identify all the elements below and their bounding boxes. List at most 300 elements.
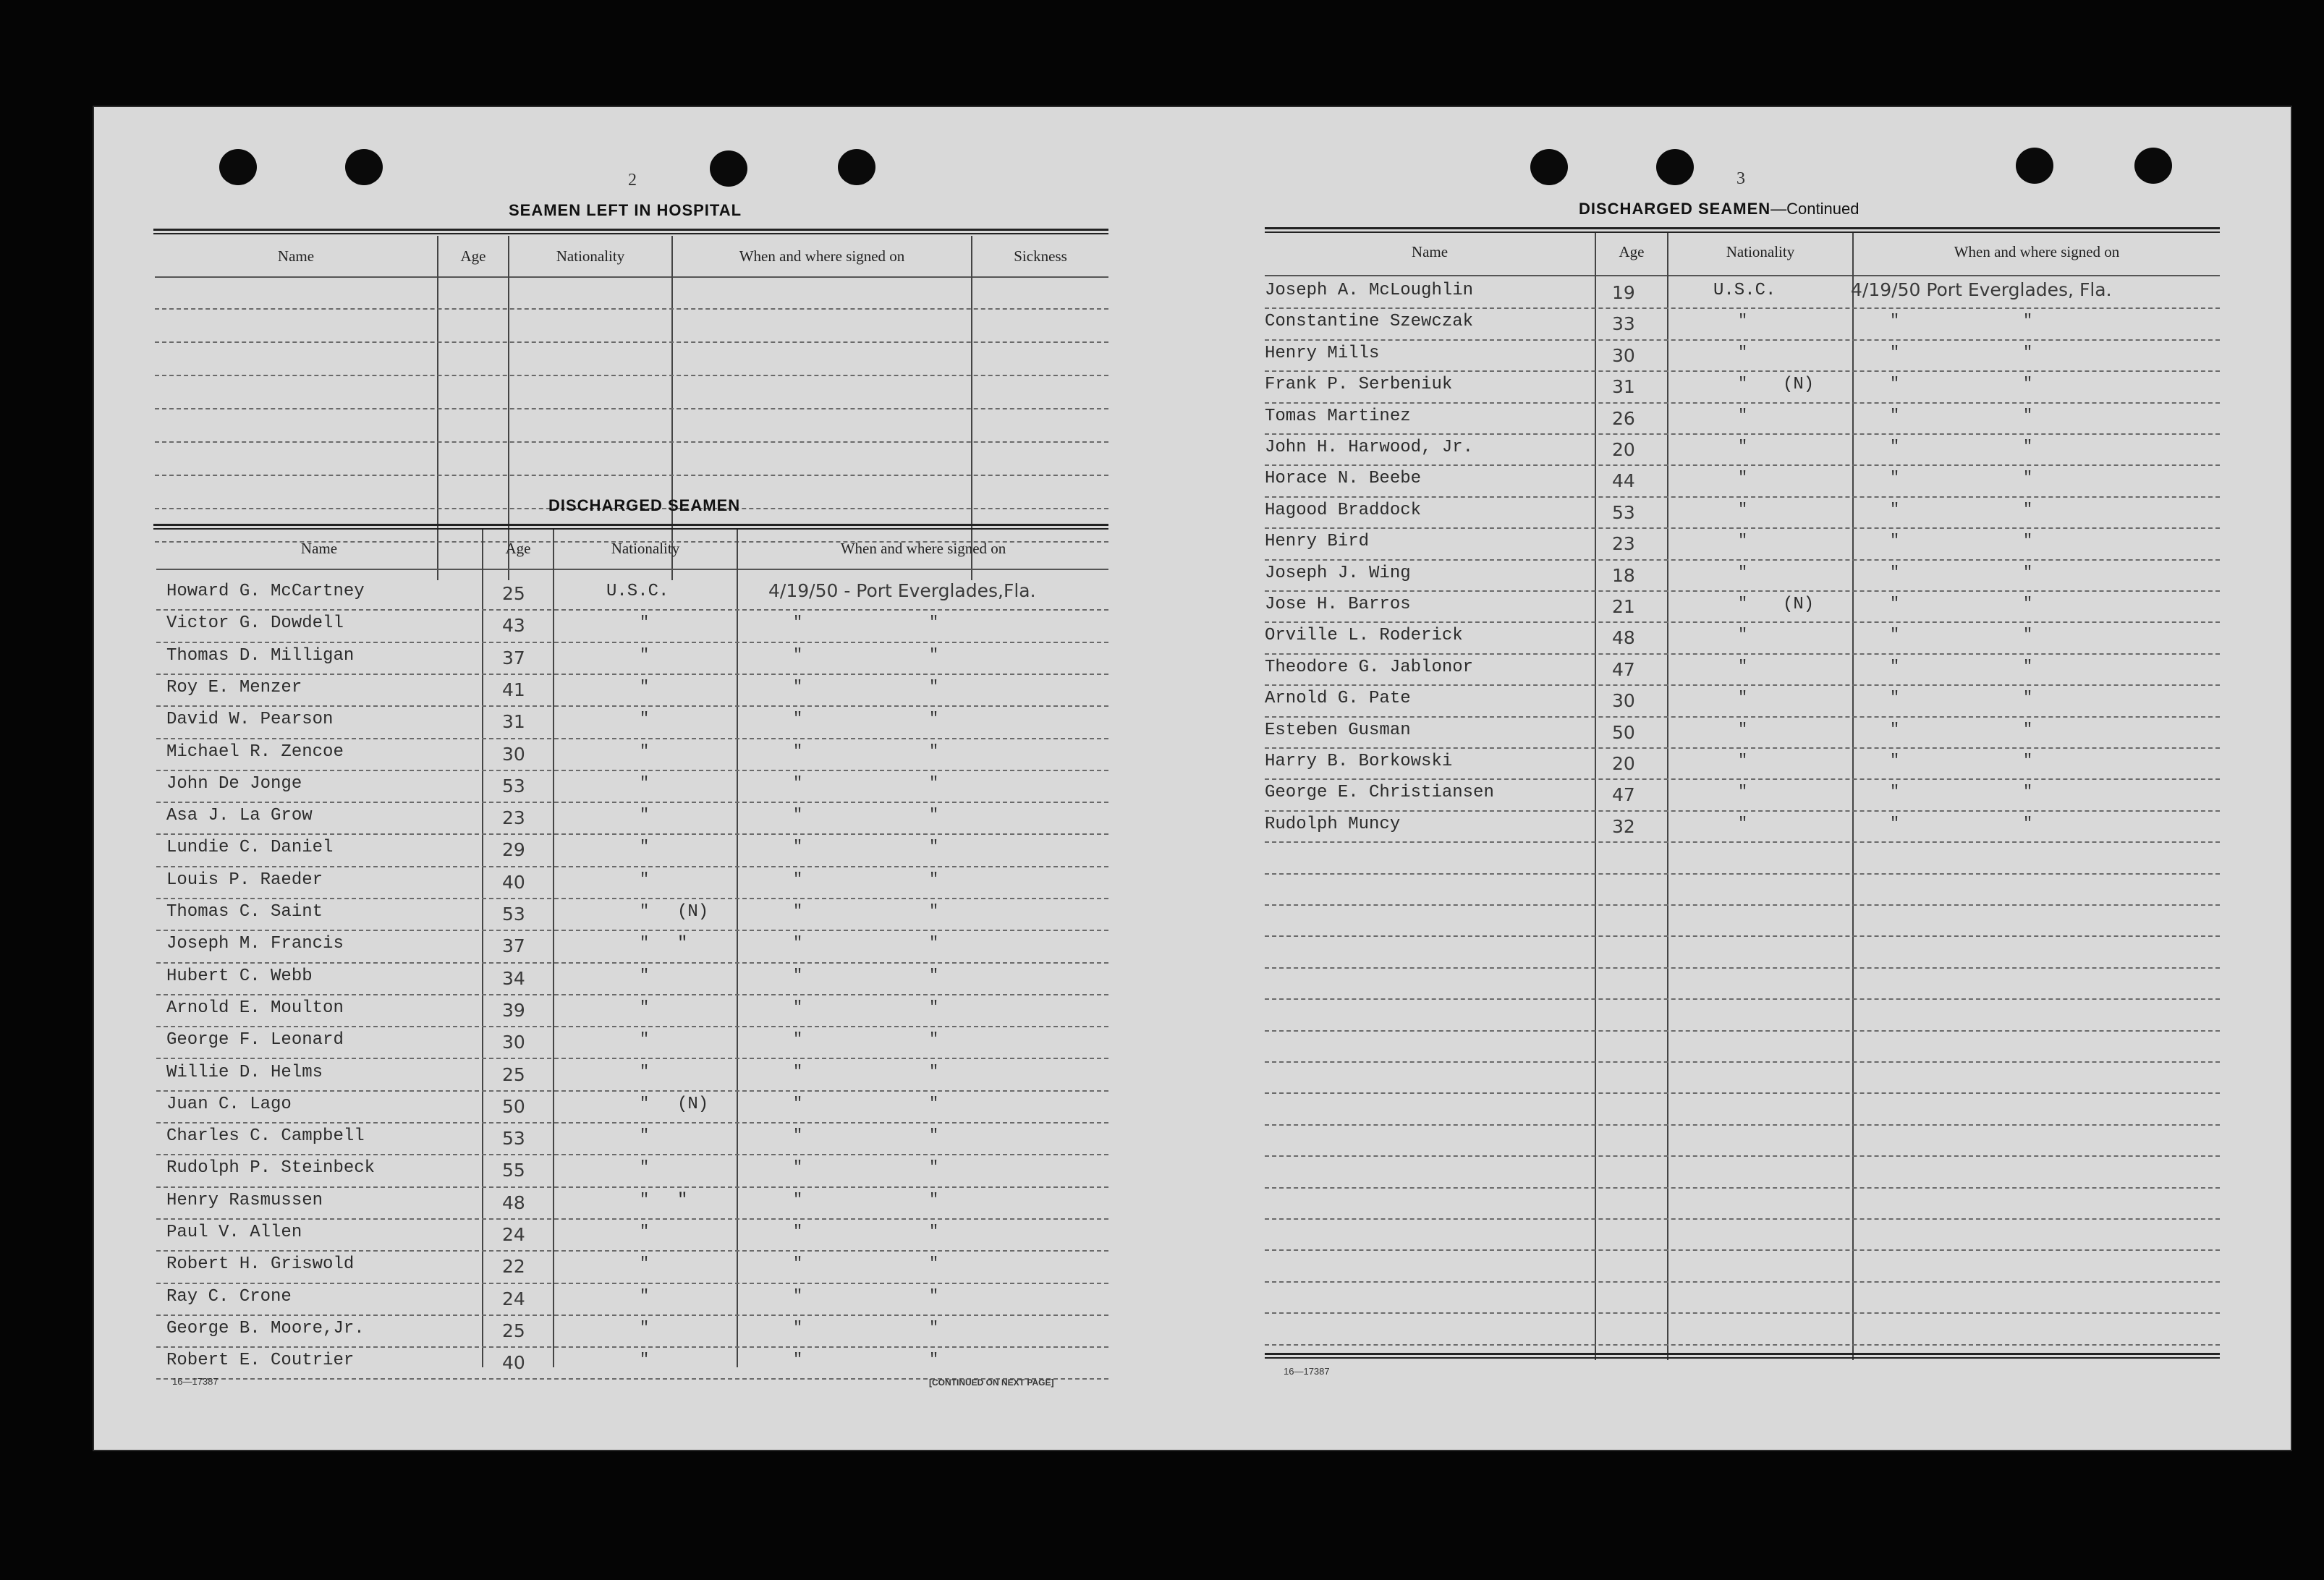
signed-on-place-ditto: ": [929, 934, 939, 952]
continued-row-rule: [1265, 307, 2220, 309]
signed-on-place-ditto: ": [929, 1063, 939, 1081]
continued-row-rule: [1265, 1030, 2220, 1032]
seaman-age: 48: [502, 1192, 525, 1213]
signed-on-place-ditto: ": [929, 1126, 939, 1144]
seaman-name: George B. Moore,Jr.: [166, 1319, 365, 1338]
signed-on-place-ditto: ": [929, 1223, 939, 1241]
continued-row-rule: [1265, 716, 2220, 718]
discharged-row-rule: [156, 962, 1108, 964]
nationality-note: (N): [1783, 595, 1815, 614]
seaman-name: Robert E. Coutrier: [166, 1351, 355, 1370]
seaman-name: Rudolph Muncy: [1265, 815, 1401, 834]
seaman-age: 30: [502, 1032, 525, 1053]
continued-header-rule: [1265, 275, 2220, 276]
seaman-age: 19: [1612, 282, 1635, 303]
hospital-header-nationality: Nationality: [556, 247, 625, 265]
seaman-age: 47: [1612, 659, 1635, 680]
nationality-ditto: ": [640, 1030, 650, 1048]
nationality-ditto: ": [1738, 658, 1748, 676]
seaman-age: 40: [502, 872, 525, 893]
discharged-col-divider: [737, 530, 738, 1367]
discharged-header-age: Age: [505, 540, 531, 557]
seaman-nationality: U.S.C.: [606, 582, 669, 601]
signed-on-place-ditto: ": [929, 613, 939, 632]
nationality-ditto: ": [640, 934, 650, 952]
seaman-name: George E. Christiansen: [1265, 783, 1494, 802]
signed-on-place-ditto: ": [929, 710, 939, 728]
discharged-continued-title: [1579, 200, 1859, 218]
hospital-row-rule: [155, 441, 1108, 443]
continued-table-bottom-rule: [1265, 1353, 2220, 1359]
signed-on-place-ditto: ": [929, 1158, 939, 1176]
signed-on-date-ditto: ": [1890, 658, 1900, 676]
signed-on-date-ditto: ": [793, 967, 803, 985]
signed-on-date-ditto: ": [793, 742, 803, 760]
nationality-ditto: ": [640, 1063, 650, 1081]
nationality-ditto: ": [1738, 626, 1748, 644]
signed-on-place-ditto: ": [929, 967, 939, 985]
nationality-ditto: ": [640, 710, 650, 728]
nationality-note: ": [677, 934, 688, 953]
signed-on-place-ditto: ": [929, 742, 939, 760]
seaman-name: Arnold E. Moulton: [166, 998, 344, 1018]
hospital-header-sickness: Sickness: [1014, 247, 1067, 265]
nationality-ditto: ": [1738, 815, 1748, 833]
seaman-age: 25: [502, 1064, 525, 1085]
seaman-age: 33: [1612, 313, 1635, 334]
signed-on-date-ditto: ": [793, 774, 803, 792]
signed-on-place-ditto: ": [2023, 312, 2033, 330]
signed-on-place-ditto: ": [2023, 375, 2033, 393]
seaman-name: Constantine Szewczak: [1265, 312, 1474, 331]
discharged-header-rule: [156, 569, 1108, 570]
discharged-row-rule: [156, 866, 1108, 867]
hospital-row-rule: [155, 475, 1108, 476]
discharged-row-rule: [156, 609, 1108, 611]
continued-table-top-rule: [1265, 227, 2220, 233]
nationality-ditto: ": [1738, 752, 1748, 770]
seaman-name: Thomas D. Milligan: [166, 646, 355, 666]
signed-on-date-ditto: ": [793, 1126, 803, 1144]
seaman-nationality: U.S.C.: [1713, 281, 1776, 300]
discharged-row-rule: [156, 1218, 1108, 1220]
seaman-name: Arnold G. Pate: [1265, 689, 1411, 708]
continued-row-rule: [1265, 1187, 2220, 1189]
nationality-ditto: ": [1738, 721, 1748, 739]
seaman-age: 25: [502, 1320, 525, 1341]
page-number-right: 3: [1736, 169, 1745, 188]
seaman-age: 23: [1612, 533, 1635, 554]
signed-on-date-ditto: ": [1890, 595, 1900, 613]
discharged-row-rule: [156, 1154, 1108, 1155]
discharged-row-rule: [156, 770, 1108, 771]
hospital-table-top-rule: [153, 229, 1108, 234]
discharged-row-rule: [156, 738, 1108, 739]
signed-on-date-ditto: ": [793, 998, 803, 1016]
discharged-row-rule: [156, 1122, 1108, 1124]
seaman-age: 29: [502, 839, 525, 860]
signed-on-date-ditto: ": [1890, 438, 1900, 456]
seaman-name: Henry Mills: [1265, 344, 1380, 363]
signed-on-date-ditto: ": [1890, 564, 1900, 582]
hospital-header-signed-on: When and where signed on: [739, 247, 905, 265]
seaman-name: Hubert C. Webb: [166, 967, 313, 986]
nationality-ditto: ": [640, 870, 650, 888]
seaman-name: Joseph M. Francis: [166, 934, 344, 953]
discharged-row-rule: [156, 994, 1108, 995]
discharged-row-rule: [156, 833, 1108, 835]
punch-hole: [1530, 149, 1568, 185]
seaman-name: Joseph J. Wing: [1265, 564, 1411, 583]
seaman-age: 25: [502, 583, 525, 604]
signed-on-place-ditto: ": [929, 1095, 939, 1113]
seaman-name: Jose H. Barros: [1265, 595, 1411, 614]
nationality-ditto: ": [640, 1287, 650, 1305]
discharged-row-rule: [156, 1250, 1108, 1252]
signed-on-place-ditto: ": [2023, 438, 2033, 456]
nationality-ditto: ": [640, 1191, 650, 1209]
signed-on-date-ditto: ": [1890, 532, 1900, 550]
seaman-age: 26: [1612, 408, 1635, 429]
hospital-row-rule: [155, 408, 1108, 409]
nationality-ditto: ": [640, 998, 650, 1016]
signed-on-date-ditto: ": [1890, 783, 1900, 801]
seaman-name: Harry B. Borkowski: [1265, 752, 1453, 771]
continued-row-rule: [1265, 778, 2220, 780]
continued-row-rule: [1265, 1281, 2220, 1283]
signed-on-date-ditto: ": [793, 646, 803, 664]
signed-on-place-ditto: ": [929, 1254, 939, 1273]
signed-on-place-ditto: ": [2023, 689, 2033, 707]
seaman-name: Tomas Martinez: [1265, 407, 1411, 426]
signed-on-date-ditto: ": [1890, 815, 1900, 833]
signed-on-date-ditto: ": [793, 1063, 803, 1081]
discharged-row-rule: [156, 1314, 1108, 1316]
seaman-name: Ray C. Crone: [166, 1287, 292, 1307]
discharged-row-rule: [156, 802, 1108, 803]
form-number-right: 16—17387: [1284, 1366, 1330, 1377]
signed-on-place-ditto: ": [2023, 407, 2033, 425]
seaman-name: Henry Rasmussen: [166, 1191, 323, 1210]
nationality-ditto: ": [640, 774, 650, 792]
discharged-header-name: Name: [300, 540, 338, 557]
continued-row-rule: [1265, 1249, 2220, 1251]
seaman-age: 18: [1612, 565, 1635, 586]
seaman-age: 50: [502, 1096, 525, 1117]
hospital-section-title: SEAMEN LEFT IN HOSPITAL: [509, 201, 742, 219]
hospital-row-rule: [155, 341, 1108, 343]
seaman-name: Michael R. Zencoe: [166, 742, 344, 762]
continued-header-nationality: Nationality: [1726, 243, 1795, 260]
continued-row-rule: [1265, 339, 2220, 341]
nationality-note: (N): [677, 902, 709, 922]
signed-on-date-place: 4/19/50 - Port Everglades,Fla.: [768, 580, 1036, 601]
continued-row-rule: [1265, 464, 2220, 466]
hospital-row-rule: [155, 308, 1108, 310]
signed-on-date-ditto: ": [1890, 626, 1900, 644]
seaman-age: 23: [502, 807, 525, 828]
discharged-row-rule: [156, 1058, 1108, 1059]
signed-on-place-ditto: ": [2023, 783, 2033, 801]
seaman-age: 30: [1612, 345, 1635, 366]
seaman-name: John De Jonge: [166, 774, 302, 794]
discharged-section-title: DISCHARGED SEAMEN: [548, 496, 741, 514]
seaman-age: 31: [502, 711, 525, 732]
seaman-age: 39: [502, 1000, 525, 1021]
seaman-name: John H. Harwood, Jr.: [1265, 438, 1474, 457]
seaman-age: 20: [1612, 753, 1635, 774]
seaman-age: 43: [502, 615, 525, 636]
signed-on-place-ditto: ": [2023, 469, 2033, 487]
nationality-ditto: ": [1738, 564, 1748, 582]
nationality-ditto: ": [1738, 407, 1748, 425]
signed-on-place-ditto: ": [929, 902, 939, 920]
signed-on-date-ditto: ": [1890, 469, 1900, 487]
nationality-ditto: ": [1738, 501, 1748, 519]
signed-on-date-place: 4/19/50 Port Everglades, Fla.: [1851, 279, 2112, 300]
punch-hole: [710, 150, 747, 187]
seaman-name: Victor G. Dowdell: [166, 613, 344, 633]
hospital-header-rule: [155, 276, 1108, 278]
discharged-header-nationality: Nationality: [611, 540, 680, 557]
signed-on-date-ditto: ": [793, 934, 803, 952]
signed-on-date-ditto: ": [1890, 407, 1900, 425]
seaman-age: 24: [502, 1288, 525, 1309]
seaman-name: Robert H. Griswold: [166, 1254, 355, 1274]
discharged-row-rule: [156, 898, 1108, 899]
seaman-age: 37: [502, 935, 525, 956]
signed-on-date-ditto: ": [793, 1030, 803, 1048]
nationality-ditto: ": [640, 1158, 650, 1176]
seaman-age: 32: [1612, 816, 1635, 837]
continued-header-age: Age: [1619, 243, 1645, 260]
signed-on-place-ditto: ": [2023, 752, 2033, 770]
continued-row-rule: [1265, 1312, 2220, 1314]
continued-row-rule: [1265, 1155, 2220, 1157]
seaman-age: 22: [502, 1256, 525, 1277]
seaman-age: 53: [1612, 502, 1635, 523]
signed-on-place-ditto: ": [2023, 344, 2033, 362]
signed-on-date-ditto: ": [793, 1254, 803, 1273]
continued-suffix: —Continued: [1770, 200, 1859, 218]
signed-on-date-ditto: ": [793, 1095, 803, 1113]
seaman-name: Thomas C. Saint: [166, 902, 323, 922]
seaman-age: 21: [1612, 596, 1635, 617]
discharged-row-rule: [156, 1090, 1108, 1092]
discharged-col-divider: [553, 530, 554, 1367]
seaman-name: Horace N. Beebe: [1265, 469, 1422, 488]
nationality-ditto: ": [1738, 344, 1748, 362]
nationality-ditto: ": [1738, 783, 1748, 801]
continued-note: [CONTINUED ON NEXT PAGE]: [929, 1377, 1054, 1388]
seaman-age: 55: [502, 1160, 525, 1181]
signed-on-place-ditto: ": [929, 678, 939, 696]
continued-row-rule: [1265, 559, 2220, 561]
continued-row-rule: [1265, 904, 2220, 906]
seaman-age: 20: [1612, 439, 1635, 460]
nationality-note: (N): [677, 1095, 709, 1114]
signed-on-place-ditto: ": [929, 1351, 939, 1369]
signed-on-place-ditto: ": [929, 1191, 939, 1209]
signed-on-place-ditto: ": [2023, 595, 2033, 613]
seaman-name: Charles C. Campbell: [166, 1126, 365, 1146]
signed-on-place-ditto: ": [2023, 658, 2033, 676]
continued-row-rule: [1265, 527, 2220, 529]
hospital-header-name: Name: [277, 247, 315, 265]
signed-on-date-ditto: ": [793, 1319, 803, 1337]
nationality-ditto: ": [1738, 469, 1748, 487]
continued-header-name: Name: [1411, 243, 1449, 260]
signed-on-date-ditto: ": [793, 806, 803, 824]
continued-row-rule: [1265, 1344, 2220, 1346]
discharged-header-signed-on: When and where signed on: [840, 540, 1006, 557]
signed-on-date-ditto: ": [793, 613, 803, 632]
signed-on-date-ditto: ": [793, 1223, 803, 1241]
continued-row-rule: [1265, 873, 2220, 875]
nationality-ditto: ": [1738, 312, 1748, 330]
nationality-ditto: ": [1738, 689, 1748, 707]
signed-on-date-ditto: ": [793, 870, 803, 888]
seaman-name: Henry Bird: [1265, 532, 1370, 551]
seaman-name: Willie D. Helms: [166, 1063, 323, 1082]
continued-row-rule: [1265, 621, 2220, 623]
discharged-col-divider: [482, 530, 483, 1367]
seaman-name: Asa J. La Grow: [166, 806, 313, 825]
continued-row-rule: [1265, 653, 2220, 655]
continued-row-rule: [1265, 998, 2220, 1000]
signed-on-date-ditto: ": [1890, 501, 1900, 519]
nationality-ditto: ": [640, 1223, 650, 1241]
continued-row-rule: [1265, 1218, 2220, 1220]
nationality-note: (N): [1783, 375, 1815, 394]
signed-on-date-ditto: ": [1890, 721, 1900, 739]
nationality-note: ": [677, 1191, 688, 1210]
signed-on-place-ditto: ": [929, 1287, 939, 1305]
signed-on-date-ditto: ": [793, 678, 803, 696]
signed-on-date-ditto: ": [1890, 344, 1900, 362]
signed-on-date-ditto: ": [1890, 375, 1900, 393]
signed-on-place-ditto: ": [2023, 626, 2033, 644]
seaman-age: 34: [502, 968, 525, 989]
nationality-ditto: ": [640, 742, 650, 760]
discharged-row-rule: [156, 1283, 1108, 1284]
continued-row-rule: [1265, 935, 2220, 937]
seaman-age: 53: [502, 776, 525, 797]
seaman-age: 31: [1612, 376, 1635, 397]
continued-row-rule: [1265, 1092, 2220, 1094]
seaman-age: 47: [1612, 784, 1635, 805]
punch-hole: [219, 149, 257, 185]
seaman-name: Joseph A. McLoughlin: [1265, 281, 1474, 300]
discharged-row-rule: [156, 642, 1108, 643]
discharged-table-top-rule: [153, 524, 1108, 530]
seaman-name: George F. Leonard: [166, 1030, 344, 1050]
nationality-ditto: ": [640, 1126, 650, 1144]
signed-on-date-ditto: ": [793, 1158, 803, 1176]
nationality-ditto: ": [1738, 532, 1748, 550]
continued-row-rule: [1265, 684, 2220, 686]
seaman-age: 37: [502, 647, 525, 668]
nationality-ditto: ": [640, 613, 650, 632]
seaman-age: 40: [502, 1352, 525, 1373]
punch-hole: [838, 149, 875, 185]
nationality-ditto: ": [640, 678, 650, 696]
seaman-age: 30: [502, 744, 525, 765]
nationality-ditto: ": [1738, 375, 1748, 393]
page-number-left: 2: [628, 171, 637, 190]
discharged-row-rule: [156, 930, 1108, 931]
seaman-name: Orville L. Roderick: [1265, 626, 1463, 645]
nationality-ditto: ": [1738, 595, 1748, 613]
signed-on-date-ditto: ": [1890, 752, 1900, 770]
continued-row-rule: [1265, 747, 2220, 749]
signed-on-date-ditto: ": [793, 838, 803, 856]
signed-on-place-ditto: ": [929, 998, 939, 1016]
signed-on-place-ditto: ": [929, 870, 939, 888]
continued-row-rule: [1265, 370, 2220, 372]
punch-hole: [2134, 148, 2172, 184]
punch-hole: [1656, 149, 1694, 185]
seaman-name: Theodore G. Jablonor: [1265, 658, 1474, 677]
signed-on-date-ditto: ": [793, 710, 803, 728]
discharged-row-rule: [156, 1026, 1108, 1027]
seaman-name: Paul V. Allen: [166, 1223, 302, 1242]
seaman-name: Esteben Gusman: [1265, 721, 1411, 740]
seaman-age: 41: [502, 679, 525, 700]
seaman-name: David W. Pearson: [166, 710, 334, 729]
signed-on-date-ditto: ": [793, 1191, 803, 1209]
signed-on-place-ditto: ": [2023, 721, 2033, 739]
signed-on-place-ditto: ": [929, 646, 939, 664]
signed-on-place-ditto: ": [2023, 532, 2033, 550]
signed-on-place-ditto: ": [929, 838, 939, 856]
discharged-row-rule: [156, 674, 1108, 675]
continued-row-rule: [1265, 1061, 2220, 1063]
continued-row-rule: [1265, 496, 2220, 498]
punch-hole: [345, 149, 383, 185]
nationality-ditto: ": [640, 838, 650, 856]
discharged-row-rule: [156, 1346, 1108, 1348]
seaman-name: Frank P. Serbeniuk: [1265, 375, 1453, 394]
nationality-ditto: ": [640, 967, 650, 985]
seaman-name: Hagood Braddock: [1265, 501, 1422, 520]
seaman-age: 44: [1612, 470, 1635, 491]
signed-on-place-ditto: ": [2023, 501, 2033, 519]
seaman-name: Howard G. McCartney: [166, 582, 365, 601]
discharged-row-rule: [156, 1186, 1108, 1188]
signed-on-place-ditto: ": [2023, 815, 2033, 833]
continued-row-rule: [1265, 1124, 2220, 1126]
continued-header-signed-on: When and where signed on: [1954, 243, 2120, 260]
signed-on-place-ditto: ": [929, 1030, 939, 1048]
signed-on-date-ditto: ": [793, 902, 803, 920]
nationality-ditto: ": [640, 646, 650, 664]
signed-on-date-ditto: ": [1890, 312, 1900, 330]
signed-on-place-ditto: ": [929, 774, 939, 792]
seaman-name: Lundie C. Daniel: [166, 838, 334, 857]
continued-row-rule: [1265, 810, 2220, 812]
continued-row-rule: [1265, 967, 2220, 969]
form-sheet: [93, 106, 2292, 1451]
seaman-name: Juan C. Lago: [166, 1095, 292, 1114]
nationality-ditto: ": [1738, 438, 1748, 456]
discharged-row-rule: [156, 705, 1108, 707]
seaman-name: Roy E. Menzer: [166, 678, 302, 697]
nationality-ditto: ": [640, 1095, 650, 1113]
seaman-age: 30: [1612, 690, 1635, 711]
continued-row-rule: [1265, 402, 2220, 404]
nationality-ditto: ": [640, 1254, 650, 1273]
